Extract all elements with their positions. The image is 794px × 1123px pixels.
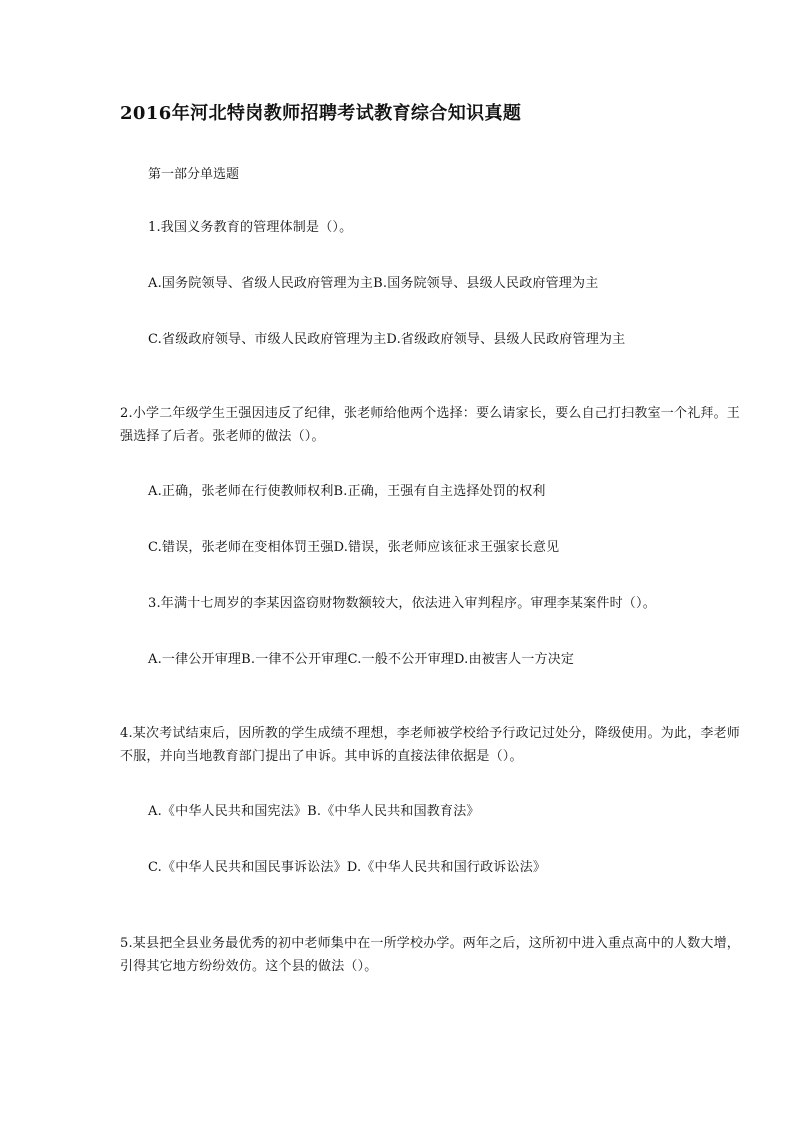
question-4-options-cd: C.《中华人民共和国民事诉讼法》D.《中华人民共和国行政诉讼法》 bbox=[148, 860, 547, 875]
section-heading: 第一部分单选题 bbox=[148, 167, 240, 182]
question-4-options-ab: A.《中华人民共和国宪法》B.《中华人民共和国教育法》 bbox=[148, 804, 480, 819]
question-2-options-cd: C.错误，张老师在变相体罚王强D.错误，张老师应该征求王强家长意见 bbox=[148, 540, 560, 555]
question-5-stem: 5.某县把全县业务最优秀的初中老师集中在一所学校办学。两年之后，这所初中进入重点高中的人数大增，引得其它地方纷纷效仿。这个县的做法（）。 bbox=[120, 936, 741, 974]
question-2-options-ab: A.正确，张老师在行使教师权利B.正确，王强有自主选择处罚的权利 bbox=[148, 484, 546, 499]
question-3-stem: 3.年满十七周岁的李某因盗窃财物数额较大，依法进入审判程序。审理李某案件时（）。 bbox=[148, 596, 656, 611]
question-2-stem: 2.小学二年级学生王强因违反了纪律，张老师给他两个选择：要么请家长，要么自己打扫教室一个礼拜。王强选择了后者。张老师的做法（）。 bbox=[120, 406, 741, 444]
document-title: 2016年河北特岗教师招聘考试教育综合知识真题 bbox=[120, 103, 522, 124]
question-1-options-cd: C.省级政府领导、市级人民政府管理为主D.省级政府领导、县级人民政府管理为主 bbox=[148, 332, 626, 347]
question-4-stem: 4.某次考试结束后，因所教的学生成绩不理想，李老师被学校给予行政记过处分，降级使用。为此，李老师不服，并向当地教育部门提出了申诉。其申诉的直接法律依据是（）。 bbox=[120, 726, 741, 764]
question-3-options: A.一律公开审理B.一律不公开审理C.一般不公开审理D.由被害人一方决定 bbox=[148, 652, 575, 667]
question-1-options-ab: A.国务院领导、省级人民政府管理为主B.国务院领导、县级人民政府管理为主 bbox=[148, 276, 599, 291]
question-1-stem: 1.我国义务教育的管理体制是（）。 bbox=[148, 220, 353, 235]
